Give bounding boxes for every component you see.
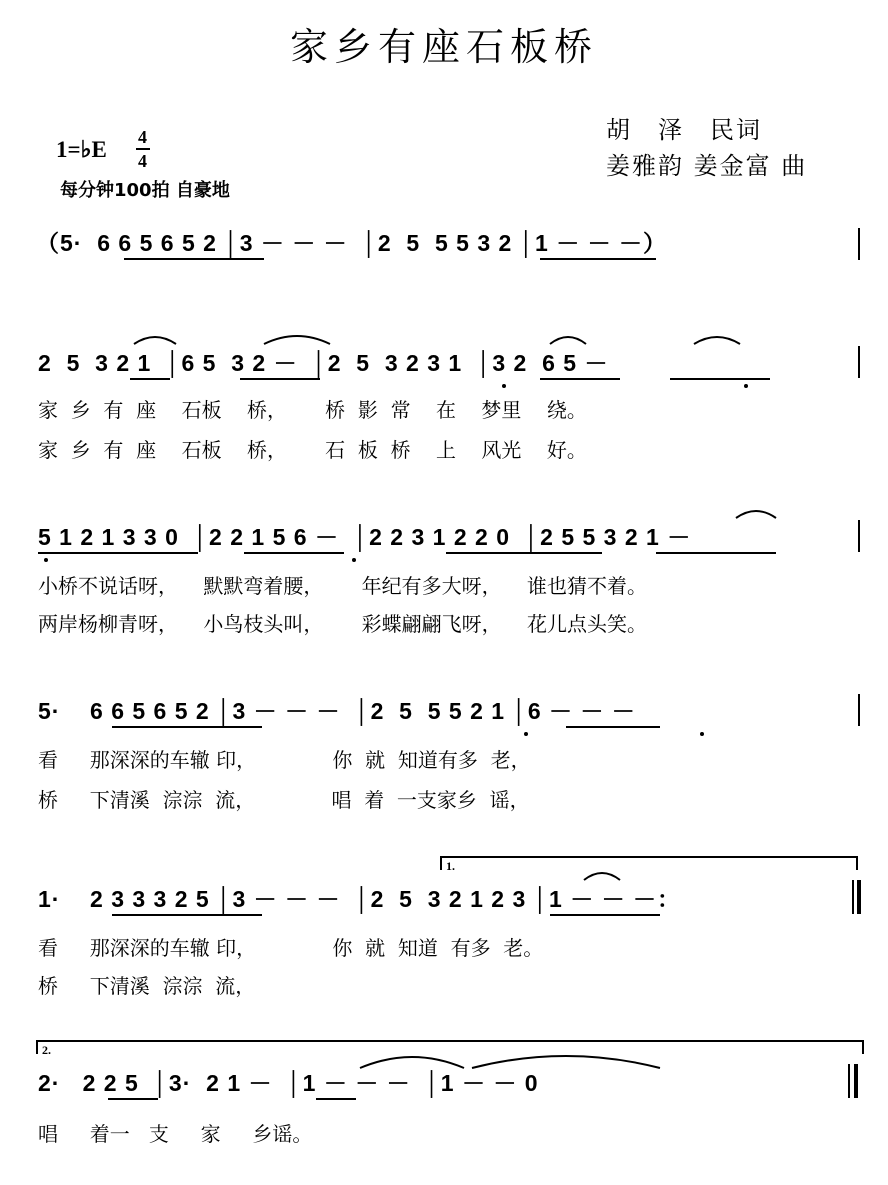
beam <box>130 378 170 380</box>
notes-line: （5· 6 6 5 6 5 2 │3 － － － │2 5 5 5 3 2 │1 － － －） <box>36 230 668 256</box>
lyrics-verse-2: 两岸杨柳青呀， 小鸟枝头叫， 彩蝶翩翩飞呀， 花儿点头笑。 <box>38 612 648 636</box>
octave-dot <box>700 732 704 736</box>
time-signature-top: 4 <box>138 127 147 147</box>
notes-line: 2· 2 2 5 │3· 2 1 － │1 － － － │1 － － 0 <box>38 1070 539 1096</box>
octave-dot <box>524 732 528 736</box>
beam <box>124 258 264 260</box>
octave-dot <box>744 384 748 388</box>
time-signature-line <box>136 148 150 150</box>
lyrics-verse-1: 看 那深深的车辙 印， 你 就 知道有多 老， <box>38 748 531 772</box>
key-signature: 1=♭E <box>56 137 107 162</box>
beam <box>656 552 776 554</box>
lyrics-verse-2: 桥 下清溪 淙淙 流， 唱 着 一支家乡 谣， <box>38 788 530 812</box>
tie-mark <box>132 334 178 346</box>
lyrics-verse-1: 小桥不说话呀， 默默弯着腰， 年纪有多大呀， 谁也猜不着。 <box>38 574 648 598</box>
tie-mark <box>262 334 332 346</box>
repeat-barline-thick <box>857 880 861 914</box>
tie-mark <box>358 1054 466 1070</box>
octave-dot <box>502 384 506 388</box>
composer-credit: 姜雅韵 姜金富 曲 <box>606 152 808 180</box>
volta-bracket-2 <box>36 1040 864 1057</box>
beam <box>540 378 620 380</box>
beam <box>38 552 198 554</box>
tie-mark <box>734 508 778 520</box>
lyrics-verse-1: 家 乡 有 座 石板 桥， 桥 影 常 在 梦里 绕。 <box>38 398 587 422</box>
tie-mark <box>692 334 742 346</box>
beam <box>112 726 262 728</box>
octave-dot <box>44 558 48 562</box>
lyrics-verse-1: 唱 着一 支 家 乡谣。 <box>38 1122 313 1146</box>
lyricist-credit: 胡 泽 民词 <box>606 116 762 144</box>
beam <box>316 1098 356 1100</box>
notes-line: 5· 6 6 5 6 5 2 │3 － － － │2 5 5 5 2 1 │6 － － － <box>38 698 636 724</box>
time-signature-bottom: 4 <box>138 151 147 171</box>
notes-line: 2 5 3 2 1 │6 5 3 2 － │2 5 3 2 3 1 │3 2 6 5 － <box>38 350 609 376</box>
volta-bracket-1 <box>440 856 858 873</box>
tie-mark <box>582 870 622 882</box>
lyrics-verse-1: 看 那深深的车辙 印， 你 就 知道 有多 老。 <box>38 936 544 960</box>
final-barline-thick <box>854 1064 858 1098</box>
beam <box>240 378 320 380</box>
lyrics-verse-2: 桥 下清溪 淙淙 流， <box>38 974 256 998</box>
tie-mark <box>470 1054 662 1070</box>
beam <box>540 258 656 260</box>
notes-line: 5 1 2 1 3 3 0 │2 2 1 5 6 － │2 2 3 1 2 2 0 │2 5 5 3 2 1 － <box>38 524 692 550</box>
beam <box>244 552 344 554</box>
tie-mark <box>548 334 588 346</box>
volta-number: 1. <box>446 859 455 873</box>
octave-dot <box>352 558 356 562</box>
volta-number: 2. <box>42 1043 51 1057</box>
beam <box>112 914 262 916</box>
beam <box>108 1098 158 1100</box>
barline <box>858 346 860 378</box>
beam <box>446 552 602 554</box>
barline <box>858 694 860 726</box>
final-barline <box>848 1064 850 1098</box>
beam <box>670 378 770 380</box>
beam <box>550 914 660 916</box>
lyrics-verse-2: 家 乡 有 座 石板 桥， 石 板 桥 上 风光 好。 <box>38 438 587 462</box>
barline <box>858 520 860 552</box>
barline <box>858 228 860 260</box>
notes-line: 1· 2 3 3 3 2 5 │3 － － － │2 5 3 2 1 2 3 │1 － － －： <box>38 886 681 912</box>
repeat-barline <box>852 880 854 914</box>
song-title: 家乡有座石板桥 <box>289 25 598 69</box>
beam <box>566 726 660 728</box>
tempo-marking: 每分钟100拍 自豪地 <box>60 180 230 201</box>
